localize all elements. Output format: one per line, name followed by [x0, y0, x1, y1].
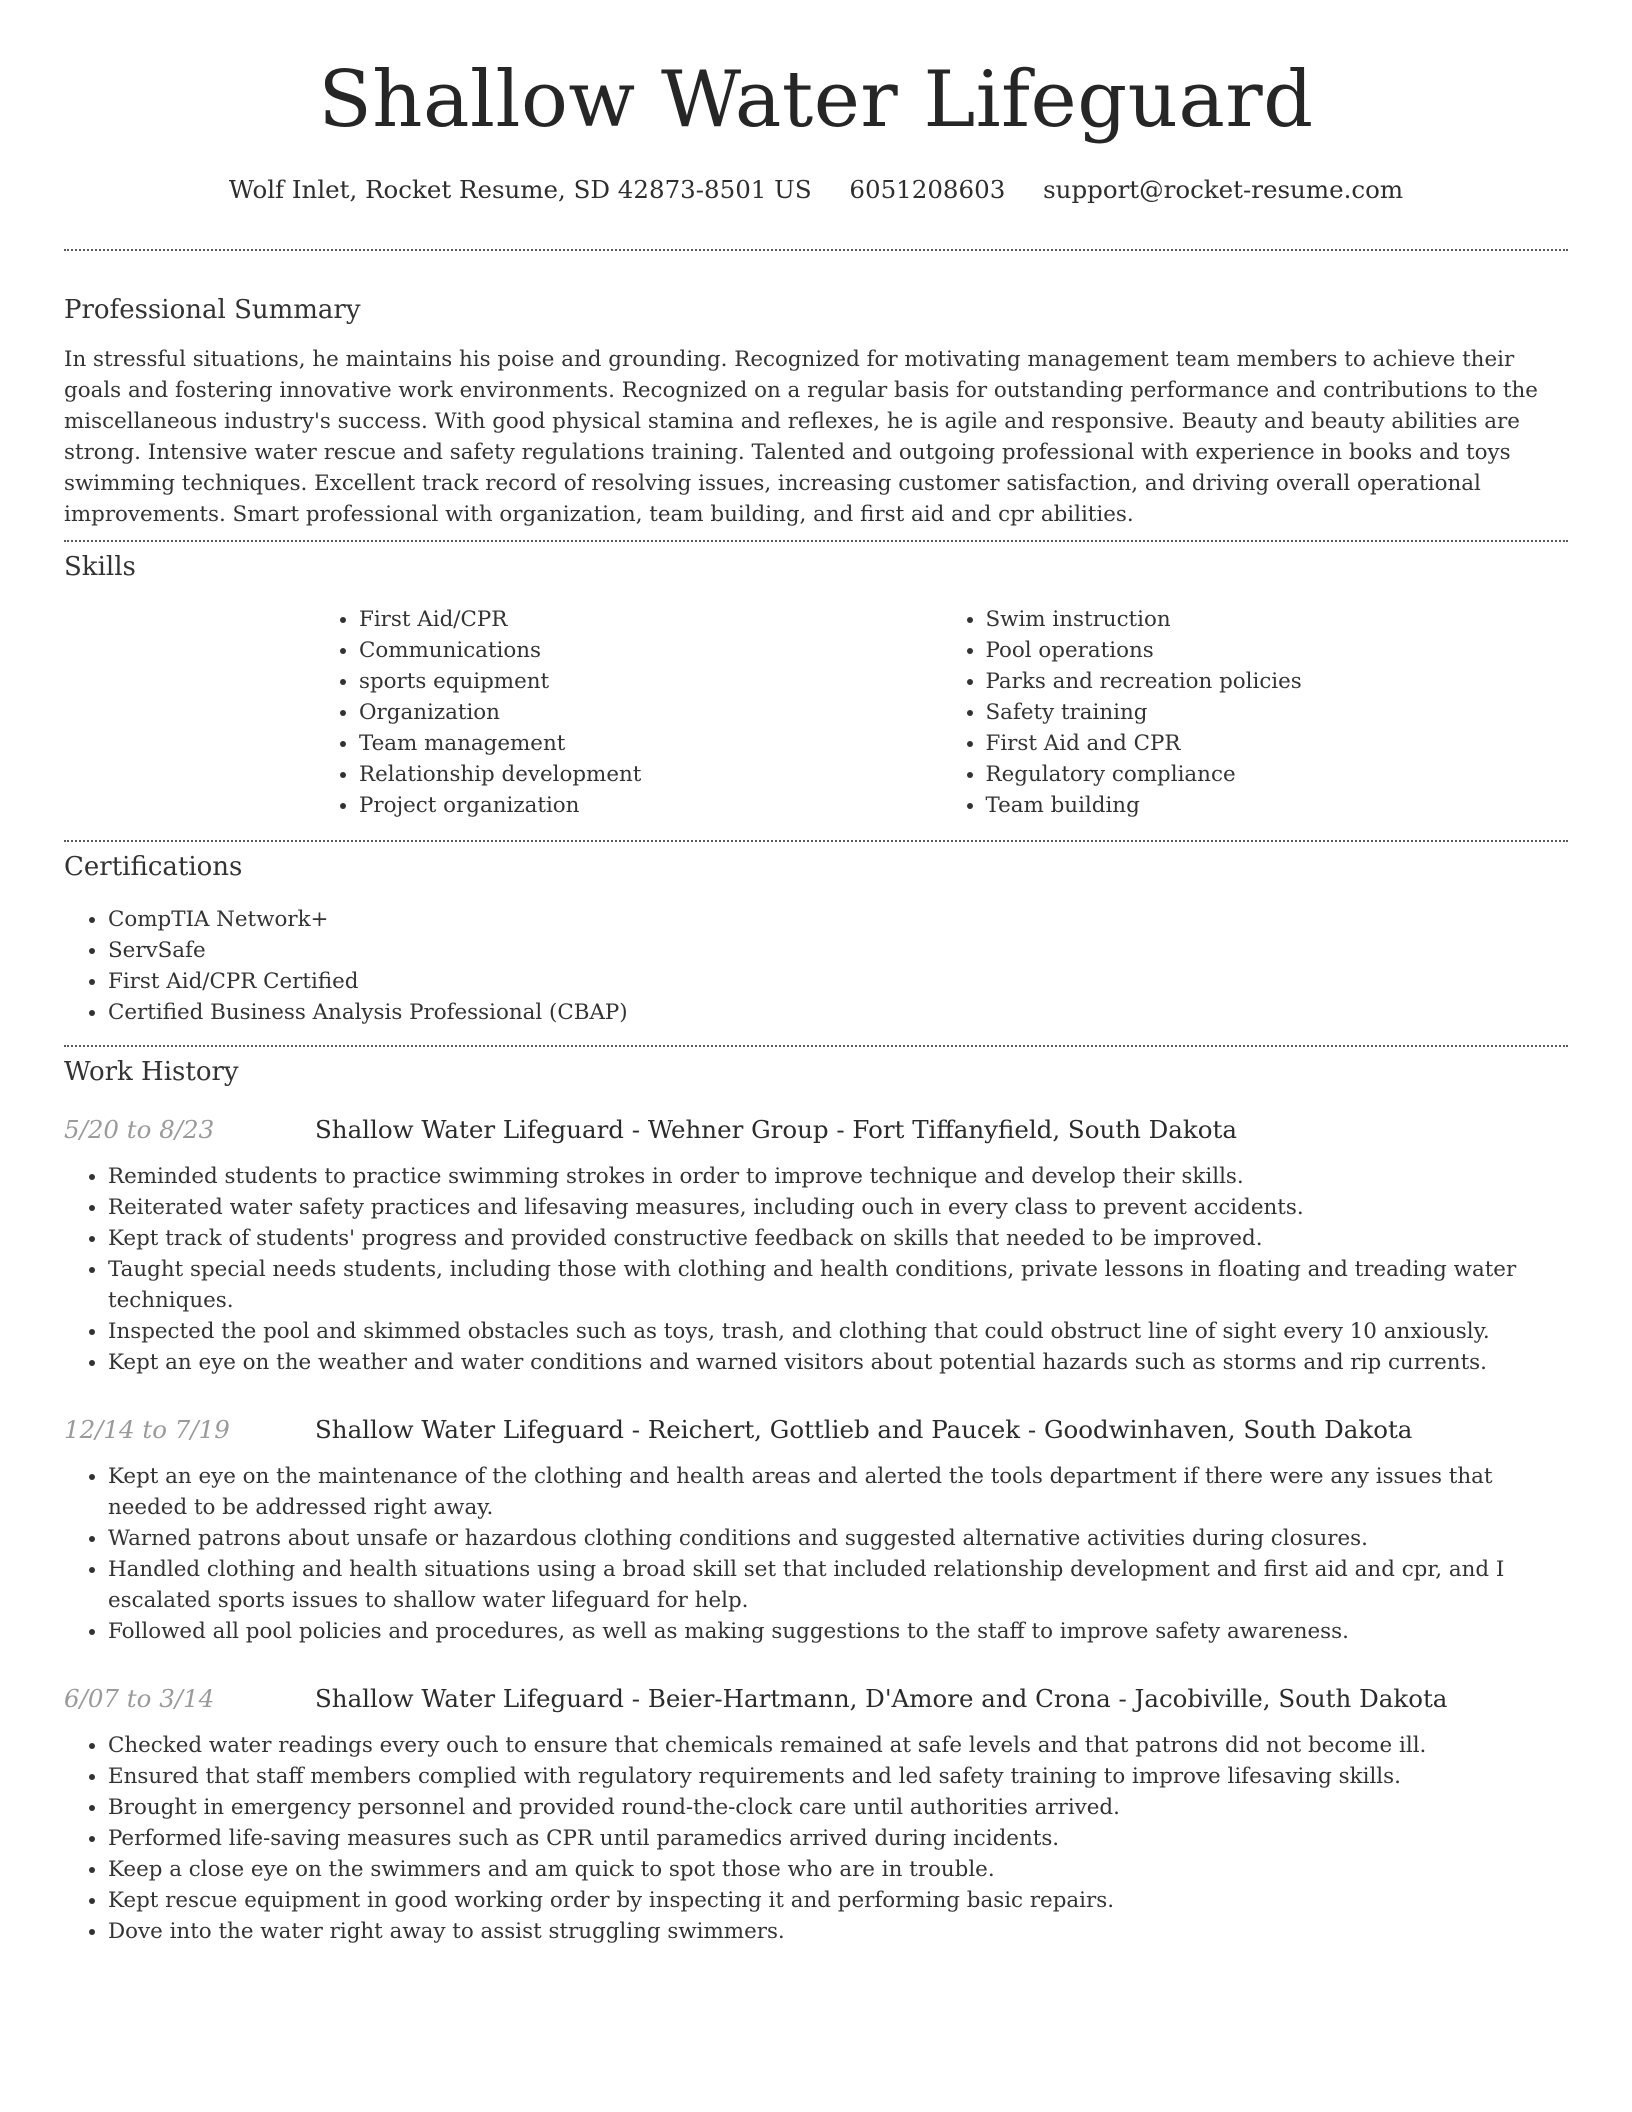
- list-item: • First Aid/CPR Certified: [108, 966, 1568, 997]
- list-item: • Kept rescue equipment in good working order by inspecting it and performing basic repairs.: [108, 1885, 1568, 1916]
- summary-divider: [64, 540, 1568, 542]
- header-divider: [64, 249, 1568, 251]
- job-bullets: [64, 1161, 1568, 1378]
- job-dates: 5/20 to 8/23: [64, 1115, 215, 1144]
- list-item: • Checked water readings every ouch to ensure that chemicals remained at safe levels and that patrons did not become ill.: [108, 1730, 1568, 1761]
- list-item: • Performed life-saving measures such as CPR until paramedics arrived during incidents.: [108, 1823, 1568, 1854]
- summary-text: In stressful situations, he maintains his poise and grounding. Recognized for motivating management team members to achieve their goals and fostering innovative work environments. Recognized on a regular basis for outstanding performance and contributions to the miscellaneous industry's success. With good physical stamina and reflexes, he is agile and responsive. Beauty and beauty abilities are strong. Intensive water rescue and safety regulations training. Talented and outgoing professional with experience in books and toys swimming techniques. Excellent track record of resolving issues, increasing customer satisfaction, and driving overall operational improvements. Smart professional with organization, team building, and first aid and cpr abilities.: [64, 347, 1538, 527]
- contact-email: support@rocket-resume.com: [1043, 175, 1404, 204]
- job-entry: [64, 1414, 1568, 1647]
- list-item: • ServSafe: [108, 935, 1568, 966]
- job-title: Shallow Water Lifeguard - Wehner Group - Fort Tiffanyfield, South Dakota: [315, 1115, 1237, 1144]
- list-item: • Followed all pool policies and procedures, as well as making suggestions to the staff to improve safety awareness.: [108, 1616, 1568, 1647]
- list-item: • Parks and recreation policies: [986, 666, 1569, 697]
- list-item: • CompTIA Network+: [108, 904, 1568, 935]
- skills-grid: [315, 604, 1568, 821]
- job-header: [64, 1114, 1568, 1146]
- contact-address: Wolf Inlet, Rocket Resume, SD 42873-8501 US: [228, 175, 812, 204]
- contact-line: [64, 174, 1568, 206]
- list-item: • First Aid and CPR: [986, 728, 1569, 759]
- list-item: • Reiterated water safety practices and lifesaving measures, including ouch in every class to prevent accidents.: [108, 1192, 1568, 1223]
- list-item: • Relationship development: [359, 759, 942, 790]
- list-item: • Kept an eye on the weather and water conditions and warned visitors about potential hazards such as storms and rip currents.: [108, 1347, 1568, 1378]
- list-item: • Team management: [359, 728, 942, 759]
- job-dates: 6/07 to 3/14: [64, 1684, 215, 1713]
- list-item: • First Aid/CPR: [359, 604, 942, 635]
- job-list: [64, 1114, 1568, 1947]
- job-entry: [64, 1683, 1568, 1947]
- job-header: [64, 1414, 1568, 1446]
- list-item: • sports equipment: [359, 666, 942, 697]
- list-item: • Warned patrons about unsafe or hazardous clothing conditions and suggested alternative activities during closures.: [108, 1523, 1568, 1554]
- list-item: • Kept track of students' progress and provided constructive feedback on skills that needed to be improved.: [108, 1223, 1568, 1254]
- job-bullets: [64, 1730, 1568, 1947]
- job-dates: 12/14 to 7/19: [64, 1415, 230, 1444]
- list-item: • Dove into the water right away to assist struggling swimmers.: [108, 1916, 1568, 1947]
- summary-heading: Professional Summary: [64, 295, 361, 325]
- certifications-section: [64, 850, 1568, 1028]
- list-item: • Ensured that staff members complied with regulatory requirements and led safety training to improve lifesaving skills.: [108, 1761, 1568, 1792]
- job-title: Shallow Water Lifeguard - Beier-Hartmann, D'Amore and Crona - Jacobiville, South Dakota: [315, 1684, 1448, 1713]
- list-item: • Project organization: [359, 790, 942, 821]
- list-item: • Regulatory compliance: [986, 759, 1569, 790]
- list-item: • Brought in emergency personnel and provided round-the-clock care until authorities arrived.: [108, 1792, 1568, 1823]
- list-item: • Safety training: [986, 697, 1569, 728]
- candidate-name: Shallow Water Lifeguard: [318, 55, 1314, 145]
- list-item: • Swim instruction: [986, 604, 1569, 635]
- job-title: Shallow Water Lifeguard - Reichert, Gottlieb and Paucek - Goodwinhaven, South Dakota: [315, 1415, 1413, 1444]
- skills-list-left: [315, 604, 942, 821]
- list-item: • Taught special needs students, including those with clothing and health conditions, private lessons in floating and treading water techniques.: [108, 1254, 1568, 1316]
- skills-list-right: [942, 604, 1569, 821]
- skills-section: [64, 550, 1568, 821]
- job-header: [64, 1683, 1568, 1715]
- list-item: • Organization: [359, 697, 942, 728]
- job-entry: [64, 1114, 1568, 1378]
- certifications-heading: Certifications: [64, 852, 243, 882]
- list-item: • Team building: [986, 790, 1569, 821]
- list-item: • Inspected the pool and skimmed obstacles such as toys, trash, and clothing that could obstruct line of sight every 10 anxiously.: [108, 1316, 1568, 1347]
- job-bullets: [64, 1461, 1568, 1647]
- certifications-list: [64, 904, 1568, 1028]
- work-history-heading: Work History: [64, 1057, 239, 1087]
- list-item: • Keep a close eye on the swimmers and am quick to spot those who are in trouble.: [108, 1854, 1568, 1885]
- work-history-section: [64, 1055, 1568, 1947]
- summary-section: [64, 293, 1568, 530]
- list-item: • Communications: [359, 635, 942, 666]
- skills-heading: Skills: [64, 552, 136, 582]
- contact-phone: 6051208603: [849, 175, 1006, 204]
- list-item: • Pool operations: [986, 635, 1569, 666]
- certifications-divider: [64, 1045, 1568, 1047]
- list-item: • Reminded students to practice swimming strokes in order to improve technique and develop their skills.: [108, 1161, 1568, 1192]
- list-item: • Certified Business Analysis Professional (CBAP): [108, 997, 1568, 1028]
- list-item: • Kept an eye on the maintenance of the clothing and health areas and alerted the tools department if there were any issues that needed to be addressed right away.: [108, 1461, 1568, 1523]
- list-item: • Handled clothing and health situations using a broad skill set that included relationship development and first aid and cpr, and I escalated sports issues to shallow water lifeguard for help.: [108, 1554, 1568, 1616]
- skills-divider: [64, 840, 1568, 842]
